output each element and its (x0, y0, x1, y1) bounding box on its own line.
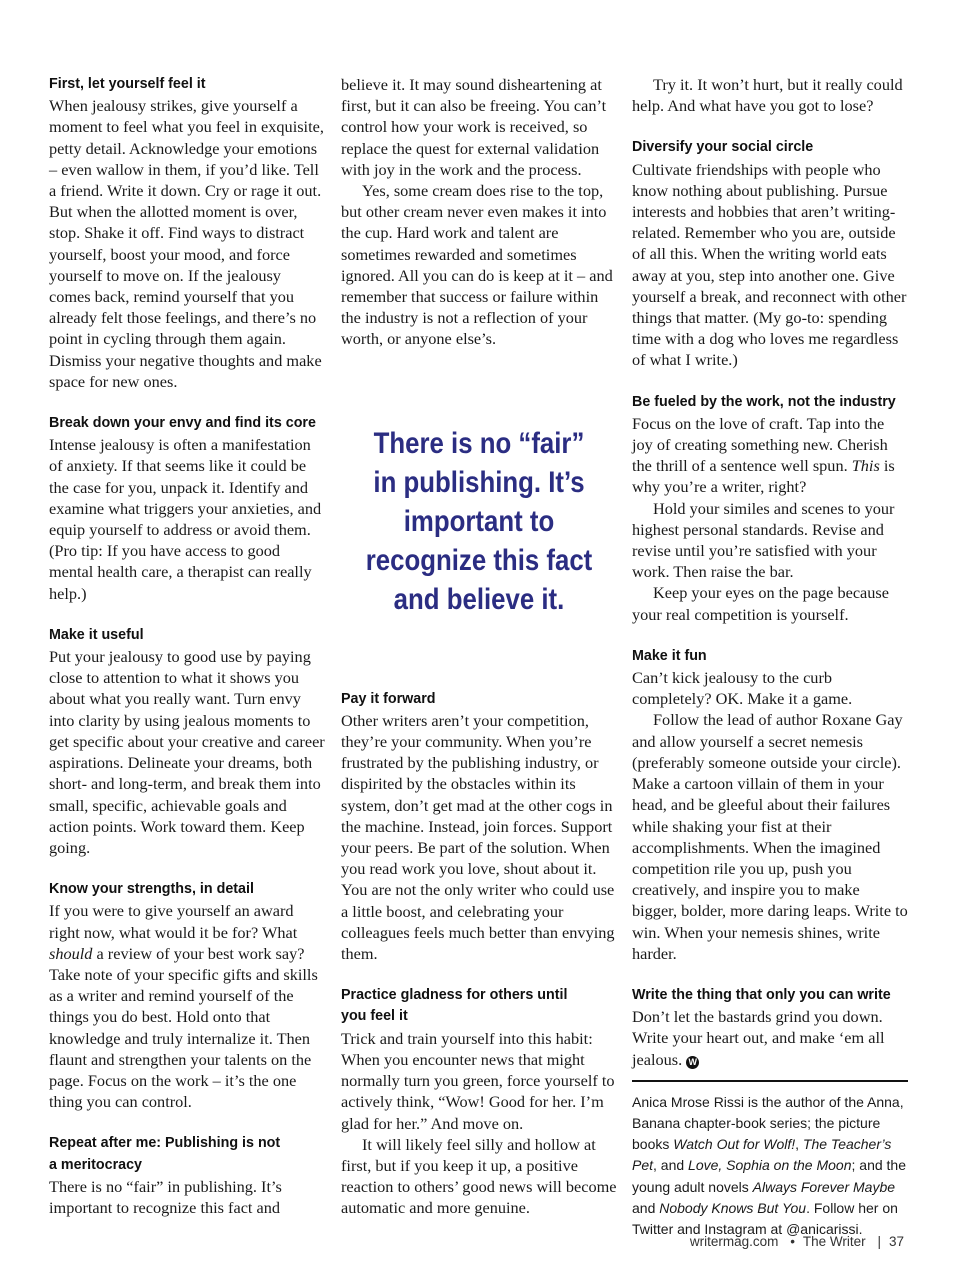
section-continuation (632, 74, 908, 116)
paragraph: Hold your similes and scenes to your highest personal standards. Revise and revise until you’re satisfied with your work. Then raise the bar. (632, 498, 895, 582)
column-1 (49, 74, 325, 1239)
book-title: Always Forever Maybe (752, 1178, 896, 1195)
paragraph: Cultivate friendships with people who know nothing about publishing. Pursue interests and hobbies that aren’t writing-related. Remember who you are, outside of all this. When the writing world eats away at you, step into another one. Give yourself a break, and reconnect with other things that matter. (My go-to: spending time with a dog who loves me regardless of what I write.) (632, 159, 907, 370)
paragraph: Trick and train yourself into this habit: When you encounter news that might normally turn you green, force yourself to actively think, “Wow! Good for her. I’m glad for her.” And move on. (341, 1028, 615, 1133)
section-make-it-useful (49, 625, 325, 858)
section-heading-line-2: you feel it (341, 1008, 408, 1025)
column-3 (632, 74, 908, 1240)
author-bio (632, 1092, 908, 1240)
section-feel-it (49, 74, 325, 392)
paragraph: It will likely feel silly and hollow at first, but if you keep it up, a positive reaction to others’ good news will become automatic and more genuine. (341, 1134, 617, 1218)
book-title: Love, Sophia on the Moon (688, 1157, 852, 1174)
text-run: is the author of the Anna, Banana chapter-book series; the picture books (632, 1093, 904, 1153)
page-number: 37 (888, 1234, 904, 1249)
text-run: , (795, 1136, 803, 1153)
paragraph: There is no “fair” in publishing. It’s important to recognize this fact and (49, 1176, 282, 1217)
text-run: and (632, 1199, 660, 1216)
section-strengths (49, 879, 325, 1112)
text-run: . Follow her on Twitter and Instagram at @anicarissi. (632, 1199, 898, 1237)
paragraph: Follow the lead of author Roxane Gay and allow yourself a secret nemesis (preferably someone outside your circle). Make a cartoon villain of them in your head, and be gleeful about their failures while shaking your fist at their accomplishments. When the imagined competition rile you up, push you creatively, and inspire you to make bigger, bolder, more daring leaps. Write to win. When your nemesis shines, write harder. (632, 710, 908, 963)
book-title: Nobody Knows But You (659, 1199, 807, 1216)
section-heading: Make it useful (49, 626, 144, 643)
divider-rule (632, 1080, 908, 1082)
section-pay-it-forward (341, 689, 617, 965)
section-make-it-fun (632, 646, 908, 964)
section-heading: First, let yourself feel it (49, 76, 206, 92)
paragraph (632, 1006, 908, 1070)
section-meritocracy (49, 1133, 325, 1218)
paragraph: Try it. It won’t hurt, but it really could help. And what have you got to lose? (632, 75, 903, 116)
footer-divider: | (877, 1234, 881, 1249)
emphasis: This (851, 456, 880, 476)
text-run: a review of your best work say? Take note of your specific gifts and skills as a writer and remind yourself of the things you do best. Hold onto that knowledge and truly internalize it. Then flaunt and strengthen your talents on the page. Focus on the work – it’s the one thing you can control. (49, 943, 318, 1112)
footer-bullet: • (790, 1234, 795, 1249)
emphasis: should (49, 943, 93, 963)
section-heading: Break down your envy and find its core (49, 415, 316, 432)
section-heading: Know your strengths, in detail (49, 881, 254, 898)
paragraph: believe it. It may sound disheartening at first, but it can also be freeing. You can’t control how your work is received, so replace the quest for external validation with joy in the work and the process. (341, 75, 607, 179)
text-run: Don’t let the bastards grind you down. Write your heart out, and make ‘em all jealous. (632, 1007, 885, 1069)
section-heading-line-2: a meritocracy (49, 1156, 142, 1173)
paragraph (49, 900, 325, 1112)
paragraph (632, 413, 908, 498)
footer-magazine: The Writer (802, 1234, 866, 1249)
paragraph: Keep your eyes on the page because your real competition is yourself. (632, 583, 889, 624)
text-run: is why you’re a writer, right? (632, 456, 895, 497)
section-heading: Pay it forward (341, 690, 436, 707)
book-title: The Teacher’s Pet (632, 1136, 892, 1174)
paragraph: Can’t kick jealousy to the curb completely? OK. Make it a game. (632, 668, 853, 709)
end-mark-icon: W (686, 1056, 699, 1069)
section-heading: Diversify your social circle (632, 139, 814, 156)
paragraph: Yes, some cream does rise to the top, but other cream never even makes it into the cup. Hard work and talent are sometimes rewarded and sometimes ignored. All you can do is keep at it – and remember that success or failure within the industry is not a reflection of your worth, or anyone else’s. (341, 181, 613, 349)
paragraph: Intense jealousy is often a manifestation of anxiety. If that seems like it could be the case for you, unpack it. Identify and examine what triggers your anxieties, and equip yourself to address or avoid them. (Pro tip: If you have access to good mental health care, a therapist can really help.) (49, 435, 322, 603)
section-envy-core (49, 413, 325, 604)
section-heading: Write the thing that only you can write (632, 986, 891, 1003)
section-heading-line-1: Repeat after me: Publishing is not (49, 1135, 281, 1152)
text-run: If you were to give yourself an award right now, what would it be for? What (49, 901, 298, 942)
section-practice-gladness (341, 985, 617, 1218)
column-2 (341, 74, 617, 1240)
page-footer (690, 1234, 904, 1249)
section-fueled-by-work (632, 392, 908, 625)
pull-quote: There is no “fair” in publishing. It’s important to recognize this fact and believe it. (365, 426, 593, 616)
section-social-circle (632, 137, 908, 370)
footer-site: writermag.com (689, 1234, 779, 1249)
paragraph: Put your jealousy to good use by paying close to attention to what it shows you about what you really want. Turn envy into clarity by using jealous moments to get specific about your creative and career aspirations. Delineate your dreams, both short- and long-term, and break them into small, specific, achievable goals and action points. Work toward them. Keep going. (49, 647, 325, 857)
text-run: Focus on the love of craft. Tap into the joy of creating something new. Cherish the thrill of a sentence well spun. (632, 413, 888, 476)
paragraph: When jealousy strikes, give yourself a moment to feel what you feel in exquisite, petty detail. Acknowledge your emotions – even wallow in them, if you’d like. Tell a friend. Write it down. Cry or rage it out. But when the allotted moment is over, stop. Shake it off. Find ways to distract yourself, boost your mood, and force yourself to move on. If the jealousy comes back, remind yourself that you already felt those feelings, and there’s no point in cycling through them again. Dismiss your negative thoughts and make space for new ones. (49, 96, 324, 391)
section-heading: Be fueled by the work, not the industry (632, 393, 896, 410)
section-write-the-thing (632, 985, 908, 1070)
section-heading: Make it fun (632, 647, 707, 664)
paragraph: Other writers aren’t your competition, they’re your community. When you’re frustrated by the publishing industry, or dispirited by the obstacles within its system, don’t get mad at the other cogs in the machine. Instead, join forces. Support your peers. Be part of the solution. When you read work you love, shout about it. You are not the only writer who could use a little boost, and celebrating your colleagues feels much better than envying them. (341, 710, 615, 964)
text-run: ; and the young adult novels (632, 1157, 907, 1195)
text-run: , and (653, 1157, 689, 1174)
author-name: Anica Mrose Rissi (632, 1093, 745, 1110)
section-heading-line-1: Practice gladness for others until (341, 987, 568, 1004)
book-title: Watch Out for Wolf! (673, 1136, 796, 1153)
